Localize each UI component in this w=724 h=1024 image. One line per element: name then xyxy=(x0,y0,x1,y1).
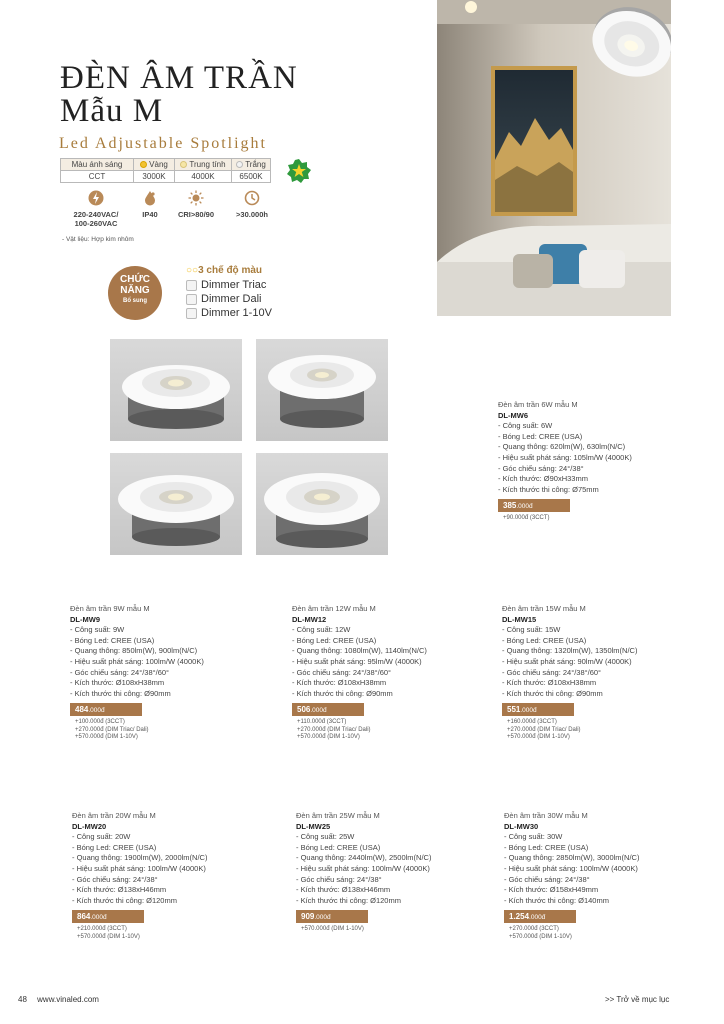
back-to-toc-link[interactable]: >> Trở về mục lục xyxy=(605,995,670,1004)
product-spec: - Kích thước: Ø108xH38mm xyxy=(502,678,597,688)
material-note: - Vật liệu: Hợp kim nhôm xyxy=(62,236,134,243)
product-spec: - Quang thông: 1320lm(W), 1350lm(N/C) xyxy=(502,646,638,656)
spec-ip: IP40 xyxy=(118,190,182,219)
product-spec: - Công suất: 30W xyxy=(504,832,563,842)
product-spec: - Kích thước: Ø90xH33mm xyxy=(498,474,588,484)
product-spec: - Hiệu suất phát sáng: 95lm/W (4000K) xyxy=(292,656,422,666)
price-options xyxy=(292,719,427,742)
page-subtitle: Led Adjustable Spotlight xyxy=(59,135,267,152)
water-drop-icon xyxy=(142,190,158,206)
product-spec: - Góc chiếu sáng: 24°/38°/60° xyxy=(292,667,392,677)
downlight-image xyxy=(256,453,388,555)
price-option: +270.000đ (DIM Triac/ Dali) xyxy=(507,726,581,733)
product-code: DL-MW6 xyxy=(498,410,528,420)
color-modes-icon: ○○ xyxy=(186,265,199,276)
product-spec: - Công suất: 12W xyxy=(292,625,351,635)
price-option: +110.000đ (3CCT) xyxy=(297,719,347,726)
product-spec: - Bóng Led: CREE (USA) xyxy=(72,842,157,852)
product-photo-4 xyxy=(256,453,388,555)
price-tag: 864.000đ xyxy=(72,910,144,923)
product-spec: - Góc chiếu sáng: 24°/38°/60° xyxy=(70,667,170,677)
function-item-1-10v: Dimmer 1-10V xyxy=(186,306,272,320)
price-option: +210.000đ (3CCT) xyxy=(77,926,127,933)
cct-row-label: CCT xyxy=(61,171,134,183)
product-photo-3 xyxy=(110,453,242,555)
website-link[interactable]: www.vinaled.com xyxy=(37,995,99,1004)
product-spec: - Công suất: 9W xyxy=(70,625,125,635)
title-line-1: ĐÈN ÂM TRẦN xyxy=(60,60,298,96)
product-spec: - Bóng Led: CREE (USA) xyxy=(70,635,155,645)
cct-header-label: Màu ánh sáng xyxy=(61,159,134,171)
price-options xyxy=(70,719,204,742)
cool-dot-icon xyxy=(236,161,243,168)
product-spec: - Kích thước: Ø138xH46mm xyxy=(72,885,167,895)
product-spec: - Kích thước: Ø138xH46mm xyxy=(296,885,391,895)
title-line-2: Mẫu M xyxy=(60,93,164,129)
product-spec: - Hiệu suất phát sáng: 100lm/W (4000K) xyxy=(72,863,206,873)
product-spec: - Kích thước: Ø158xH49mm xyxy=(504,885,599,895)
price-tag: 551.000đ xyxy=(502,703,574,716)
cct-value-4000: 4000K xyxy=(175,171,232,183)
dimmer-icon xyxy=(186,294,197,305)
price-option: +270.000đ (DIM Triac/ Dali) xyxy=(75,726,149,733)
downlight-image xyxy=(110,339,242,441)
product-spec: - Góc chiếu sáng: 24°/38° xyxy=(498,463,584,473)
product-spec: - Bóng Led: CREE (USA) xyxy=(502,635,587,645)
spec-cri: CRI>80/90 xyxy=(164,190,228,219)
function-item-triac: Dimmer Triac xyxy=(186,278,272,292)
product-spec: - Hiệu suất phát sáng: 100lm/W (4000K) xyxy=(70,656,204,666)
product-spec: - Công suất: 25W xyxy=(296,832,355,842)
product-spec: - Hiệu suất phát sáng: 100lm/W (4000K) xyxy=(504,863,638,873)
product-mw15 xyxy=(502,604,637,742)
product-spec: - Bóng Led: CREE (USA) xyxy=(292,635,377,645)
price-option: +570.000đ (DIM 1-10V) xyxy=(507,734,570,741)
product-spec: - Kích thước: Ø108xH38mm xyxy=(70,678,165,688)
product-code: DL-MW12 xyxy=(292,614,327,624)
price-tag: 385.000đ xyxy=(498,499,570,512)
spec-lifetime: >30.000h xyxy=(220,190,284,219)
product-mw20 xyxy=(72,811,207,941)
price-tag: 484.000đ xyxy=(70,703,142,716)
price-option: +570.000đ (DIM 1-10V) xyxy=(77,933,140,940)
price-option: +570.000đ (DIM 1-10V) xyxy=(301,926,364,933)
product-photo-2 xyxy=(256,339,388,441)
functions-badge xyxy=(108,266,162,320)
product-spec: - Công suất: 6W xyxy=(498,421,553,431)
functions-badge-line3: Bổ sung xyxy=(123,298,147,304)
price-tag: 1.254.000đ xyxy=(504,910,576,923)
page-number: 48 xyxy=(18,995,27,1004)
price-option: +570.000đ (DIM 1-10V) xyxy=(297,734,360,741)
product-name: Đèn âm trần 12W mẫu M xyxy=(292,604,376,613)
spec-voltage: 220-240VAC/ 100-260VAC xyxy=(64,190,128,228)
energy-star-badge-icon xyxy=(286,158,312,184)
product-name: Đèn âm trần 25W mẫu M xyxy=(296,811,380,820)
downlight-image xyxy=(110,453,242,555)
product-spec: - Kích thước thi công: Ø120mm xyxy=(296,895,401,905)
cct-value-6500: 6500K xyxy=(232,171,271,183)
functions-badge-line2: NĂNG xyxy=(120,285,150,296)
product-name: Đèn âm trần 15W mẫu M xyxy=(502,604,586,613)
product-photo-1 xyxy=(110,339,242,441)
price-tag: 909.000đ xyxy=(296,910,368,923)
product-spec: - Góc chiếu sáng: 24°/38° xyxy=(504,874,590,884)
product-name: Đèn âm trần 9W mẫu M xyxy=(70,604,150,613)
product-mw25 xyxy=(296,811,431,934)
product-spec: - Hiệu suất phát sáng: 90lm/W (4000K) xyxy=(502,656,632,666)
product-spec: - Kích thước: Ø108xH38mm xyxy=(292,678,387,688)
product-spec: - Góc chiếu sáng: 24°/38° xyxy=(296,874,382,884)
product-spec: - Kích thước thi công: Ø75mm xyxy=(498,484,599,494)
product-spec: - Công suất: 15W xyxy=(502,625,561,635)
price-option: +570.000đ (DIM 1-10V) xyxy=(509,933,572,940)
price-options xyxy=(502,719,637,742)
cct-header-warm: Vàng xyxy=(134,159,175,171)
cct-header-cool: Trắng xyxy=(232,159,271,171)
product-spec: - Kích thước thi công: Ø120mm xyxy=(72,895,177,905)
product-spec: - Quang thông: 2850lm(W), 3000lm(N/C) xyxy=(504,853,640,863)
price-option: +100.000đ (3CCT) xyxy=(75,719,125,726)
price-option: +270.000đ (DIM Triac/ Dali) xyxy=(297,726,371,733)
function-item-color-modes: ○○3 chế độ màu xyxy=(186,265,262,276)
neutral-dot-icon xyxy=(180,161,187,168)
product-spec: - Bóng Led: CREE (USA) xyxy=(498,431,583,441)
product-spec: - Góc chiếu sáng: 24°/38° xyxy=(72,874,158,884)
clock-icon xyxy=(244,190,260,206)
product-spec: - Bóng Led: CREE (USA) xyxy=(504,842,589,852)
price-options xyxy=(296,926,431,934)
price-option: +570.000đ (DIM 1-10V) xyxy=(75,734,138,741)
price-option: +160.000đ (3CCT) xyxy=(507,719,557,726)
price-tag: 506.000đ xyxy=(292,703,364,716)
sun-icon xyxy=(188,190,204,206)
product-code: DL-MW20 xyxy=(72,821,107,831)
product-spec: - Quang thông: 1900lm(W), 2000lm(N/C) xyxy=(72,853,208,863)
product-spec: - Công suất: 20W xyxy=(72,832,131,842)
price-options xyxy=(498,515,632,523)
product-mw9 xyxy=(70,604,204,742)
dimmer-icon xyxy=(186,280,197,291)
functions-list xyxy=(186,264,272,320)
cct-header-neutral: Trung tính xyxy=(175,159,232,171)
product-spec: - Bóng Led: CREE (USA) xyxy=(296,842,381,852)
warm-dot-icon xyxy=(140,161,147,168)
product-mw30 xyxy=(504,811,639,941)
product-spec: - Kích thước thi công: Ø90mm xyxy=(502,688,603,698)
product-code: DL-MW9 xyxy=(70,614,100,624)
price-options xyxy=(72,926,207,941)
product-code: DL-MW15 xyxy=(502,614,537,624)
price-option: +90.000đ (3CCT) xyxy=(503,515,550,522)
page-title xyxy=(60,62,298,128)
product-name: Đèn âm trần 20W mẫu M xyxy=(72,811,156,820)
cct-value-3000: 3000K xyxy=(134,171,175,183)
product-spec: - Góc chiếu sáng: 24°/38°/60° xyxy=(502,667,602,677)
downlight-image xyxy=(256,339,388,441)
price-option: +270.000đ (3CCT) xyxy=(509,926,559,933)
product-spec: - Hiệu suất phát sáng: 105lm/W (4000K) xyxy=(498,452,632,462)
product-code: DL-MW30 xyxy=(504,821,539,831)
product-spec: - Kích thước thi công: Ø90mm xyxy=(292,688,393,698)
product-spec: - Quang thông: 620lm(W), 630lm(N/C) xyxy=(498,442,626,452)
product-mw6 xyxy=(498,400,632,523)
product-spec: - Hiệu suất phát sáng: 100lm/W (4000K) xyxy=(296,863,430,873)
dimmer-icon xyxy=(186,308,197,319)
product-spec: - Quang thông: 1080lm(W), 1140lm(N/C) xyxy=(292,646,427,656)
hero-room-photo xyxy=(437,0,671,316)
function-item-dali: Dimmer Dali xyxy=(186,292,272,306)
product-spec: - Quang thông: 850lm(W), 900lm(N/C) xyxy=(70,646,198,656)
price-options xyxy=(504,926,639,941)
cct-table xyxy=(60,158,271,183)
page-footer xyxy=(18,995,99,1004)
product-spec: - Kích thước thi công: Ø140mm xyxy=(504,895,609,905)
functions-badge-line1: CHỨC xyxy=(120,274,150,285)
product-name: Đèn âm trần 30W mẫu M xyxy=(504,811,588,820)
power-icon xyxy=(88,190,104,206)
product-code: DL-MW25 xyxy=(296,821,331,831)
product-spec: - Quang thông: 2440lm(W), 2500lm(N/C) xyxy=(296,853,432,863)
product-spec: - Kích thước thi công: Ø90mm xyxy=(70,688,171,698)
product-name: Đèn âm trần 6W mẫu M xyxy=(498,400,578,409)
product-mw12 xyxy=(292,604,427,742)
